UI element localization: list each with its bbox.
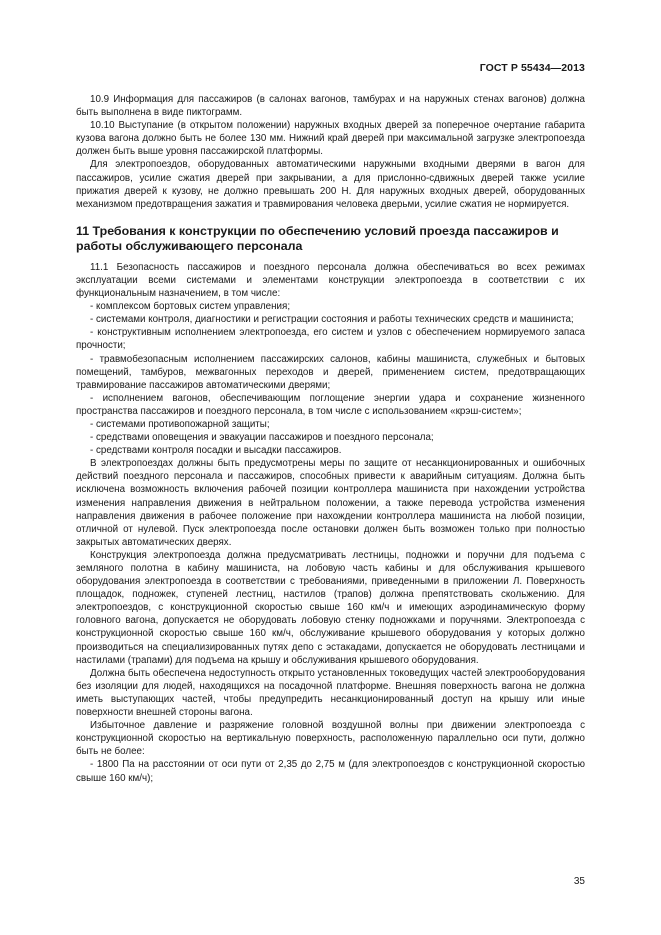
- paragraph-protection: В электропоездах должны быть предусмотрены меры по защите от несанкционированных и ошибочных действий поездного персонала и пассажиров, способных привести к аварийным ситуациям. Должна быть исключена возможность включения рабочей позиции контроллера машиниста при нахождении устройства изменения направления движения в нейтральном положении, а также перевода устройства изменения направления движения в рабочее положение при нахождении контроллера машиниста на любой позиции, отличной от нулевой. Пуск электропоезда после остановки должен быть возможен только при полностью закрытых автоматических дверях.: [76, 458, 585, 548]
- document-body: [76, 93, 585, 785]
- list-item: - 1800 Па на расстоянии от оси пути от 2,35 до 2,75 м (для электропоездов с конструкционной скоростью свыше 160 км/ч);: [76, 759, 585, 784]
- list-item: - конструктивным исполнением электропоезда, его систем и узлов с обеспечением нормируемого запаса прочности;: [76, 327, 585, 352]
- paragraph-ladders: Конструкция электропоезда должна предусматривать лестницы, подножки и поручни для подъема с земляного полотна в кабину машиниста, на лобовую часть кабины и для обслуживания крышевого оборудования электропоезда в соответствии с требованиями, приведенными в приложении Л. Поверхность площадок, подножек, ступеней лестниц, настилов (трапов) должна препятствовать скольжению. Для электропоездов, с конструкционной скоростью свыше 160 км/ч и имеющих аэродинамическую форму головного вагона, допускается не оборудовать лобовую стенку подножками и поручнями. Электропоезда с конструкционной скоростью свыше 160 км/ч, обслуживание крышевого оборудования у которых должно производиться на специализированных путях депо с эстакадами, допускается не оборудовать лестницами и настилами (трапами) для подъема на крышу и обслуживания крышевого оборудования.: [76, 549, 585, 666]
- paragraph-live-parts: Должна быть обеспечена недоступность открыто установленных токоведущих частей электрооборудования без изоляции для людей, находящихся на посадочной платформе. Внешняя поверхность вагона не должна иметь выступающих частей, чтобы предупредить несанкционированный доступ на крышу или иные поверхности внешней стороны вагона.: [76, 667, 585, 719]
- section-11-heading: 11 Требования к конструкции по обеспечению условий проезда пассажиров и работы обслуживающего персонала: [76, 223, 559, 254]
- list-item: - исполнением вагонов, обеспечивающим поглощение энергии удара и сохранение жизненного пространства пассажиров и поездного персонала, в том числе с использованием «крэш-систем»;: [76, 392, 585, 417]
- paragraph-10-10: 10.10 Выступание (в открытом положении) наружных входных дверей за поперечное очертание габарита кузова вагона должно быть не более 130 мм. Нижний край дверей при максимальной загрузке электропоезда должен быть выше уровня пассажирской платформы.: [76, 120, 585, 158]
- spacer: [76, 211, 585, 224]
- list-item: - системами контроля, диагностики и регистрации состояния и работы технических средств и машиниста;: [90, 314, 574, 326]
- list-item: - средствами оповещения и эвакуации пассажиров и поездного персонала;: [90, 432, 434, 444]
- paragraph-10-9: 10.9 Информация для пассажиров (в салонах вагонов, тамбурах и на наружных стенах вагонов) должна быть выполнена в виде пиктограмм.: [76, 94, 585, 119]
- document-id: ГОСТ Р 55434—2013: [479, 62, 585, 74]
- page-number: 35: [573, 876, 585, 887]
- list-item: - системами противопожарной защиты;: [90, 418, 270, 430]
- paragraph-air-wave: Избыточное давление и разряжение головной воздушной волны при движении электропоезда с конструкционной скоростью на вертикальную поверхность, расположенную параллельно оси пути, должно быть не более:: [76, 720, 585, 758]
- list-item: - травмобезопасным исполнением пассажирских салонов, кабины машиниста, служебных и бытовых помещений, тамбуров, межвагонных переходов и дверей, применением систем, предотвращающих травмирование пассажиров автоматическими дверями;: [76, 353, 585, 391]
- paragraph-11-1: 11.1 Безопасность пассажиров и поездного персонала должна обеспечиваться во всех режимах эксплуатации всеми системами и элементами конструкции электропоезда в соответствии с их функциональным назначением, в том числе:: [76, 261, 585, 300]
- list-item: - средствами контроля посадки и высадки пассажиров.: [90, 445, 342, 457]
- paragraph-door-force: Для электропоездов, оборудованных автоматическими наружными входными дверями в вагон для пассажиров, усилие сжатия дверей при закрывании, а для прислонно-сдвижных дверей также усилие прижатия дверей к кузову, не должно превышать 200 Н. Для наружных входных дверей, оборудованных механизмом предотвращения зажатия и травмирования человека дверьми, усилие сжатия не нормируется.: [76, 159, 585, 210]
- list-item: - комплексом бортовых систем управления;: [90, 301, 291, 313]
